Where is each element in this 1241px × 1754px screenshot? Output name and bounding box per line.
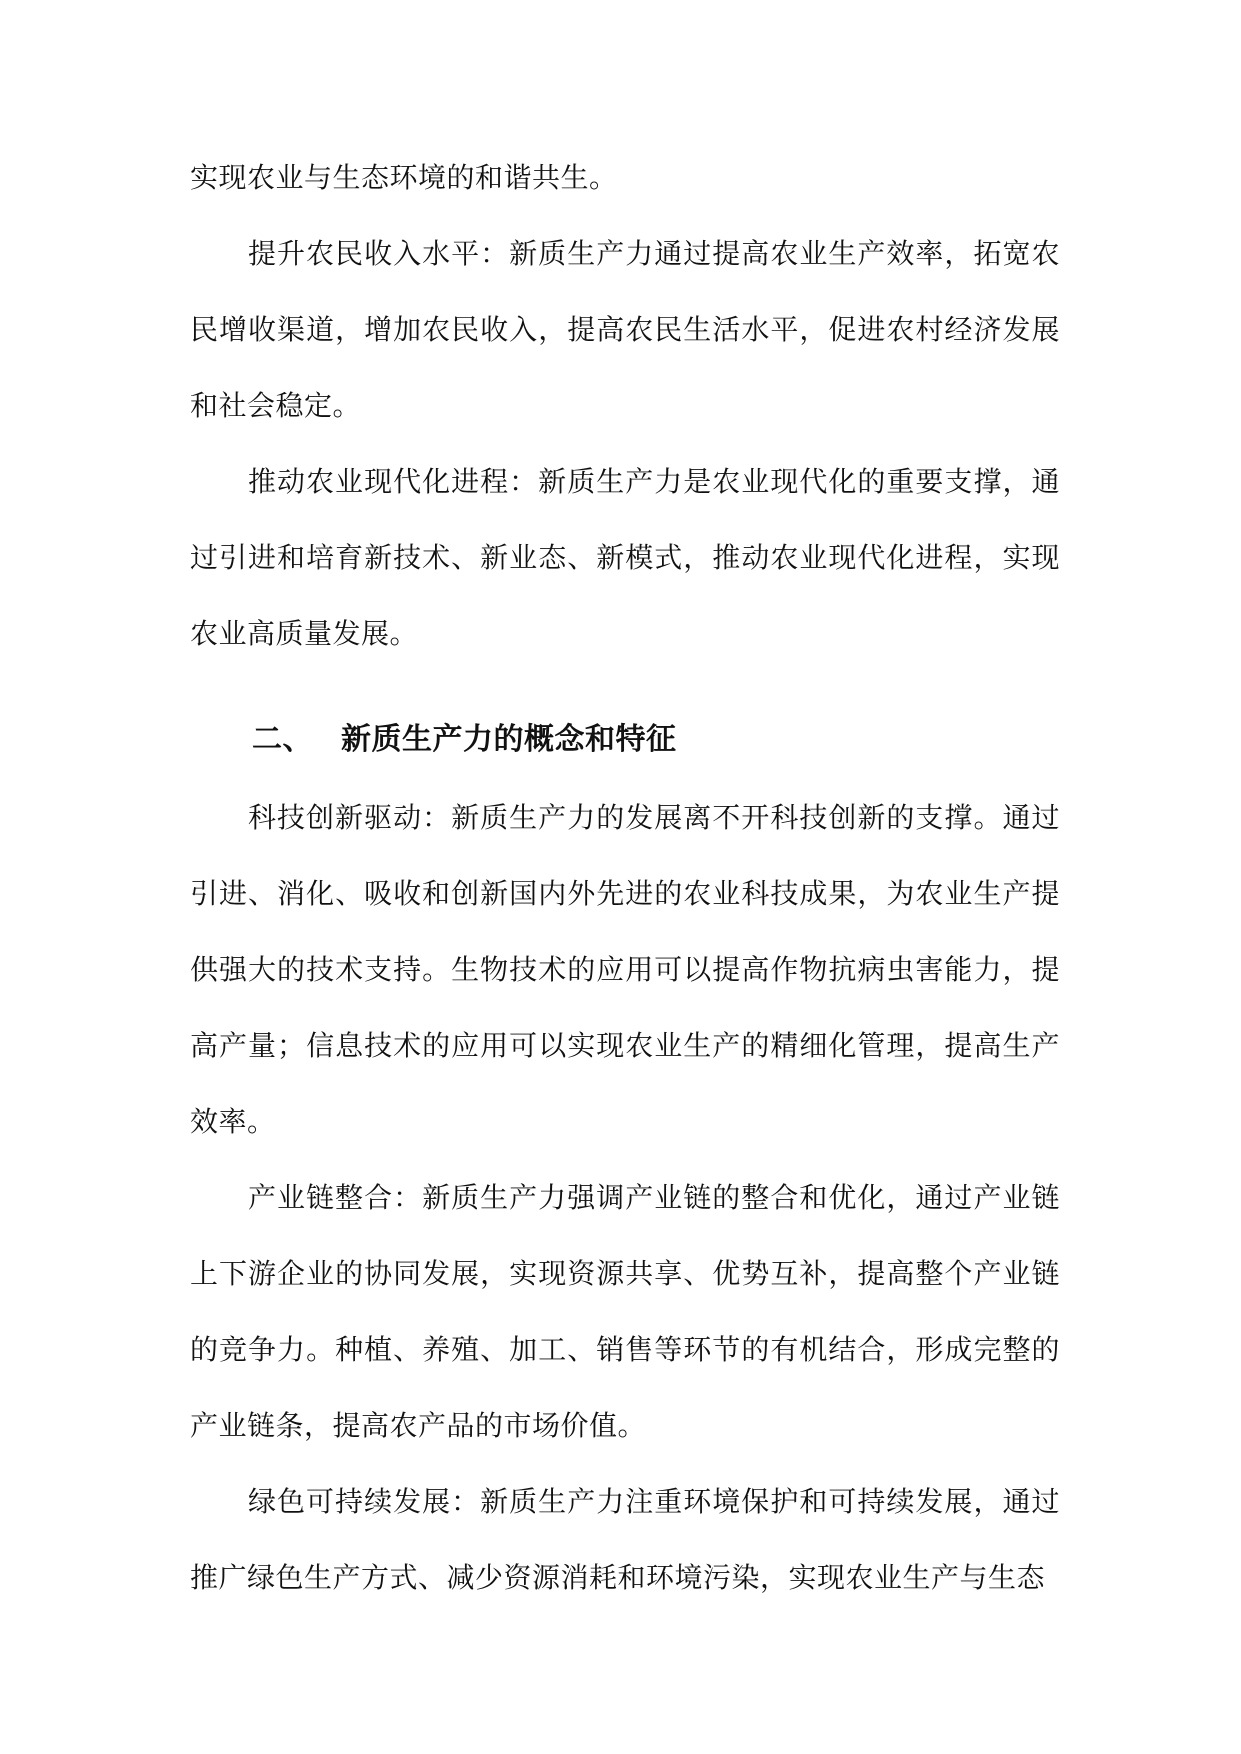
paragraph-green-development: 绿色可持续发展：新质生产力注重环境保护和可持续发展，通过推广绿色生产方式、减少资源消耗和环境污染，实现农业生产与生态	[190, 1485, 1060, 1594]
paragraph-continuation: 实现农业与生态环境的和谐共生。	[190, 161, 618, 194]
section-number: 二、	[252, 722, 313, 757]
section-heading	[252, 720, 1060, 760]
paragraph-tech-innovation: 科技创新驱动：新质生产力的发展离不开科技创新的支撑。通过引进、消化、吸收和创新国内外先进的农业科技成果，为农业生产提供强大的技术支持。生物技术的应用可以提高作物抗病虫害能力，提高产量；信息技术的应用可以实现农业生产的精细化管理，提高生产效率。	[190, 801, 1060, 1138]
paragraph-income: 提升农民收入水平：新质生产力通过提高农业生产效率，拓宽农民增收渠道，增加农民收入，提高农民生活水平，促进农村经济发展和社会稳定。	[190, 237, 1060, 422]
document-page	[190, 140, 1060, 1616]
section-title: 新质生产力的概念和特征	[341, 722, 677, 757]
paragraph-modernization: 推动农业现代化进程：新质生产力是农业现代化的重要支撑，通过引进和培育新技术、新业态、新模式，推动农业现代化进程，实现农业高质量发展。	[190, 465, 1060, 650]
paragraph-industry-chain: 产业链整合：新质生产力强调产业链的整合和优化，通过产业链上下游企业的协同发展，实现资源共享、优势互补，提高整个产业链的竞争力。种植、养殖、加工、销售等环节的有机结合，形成完整的产业链条，提高农产品的市场价值。	[190, 1181, 1060, 1442]
